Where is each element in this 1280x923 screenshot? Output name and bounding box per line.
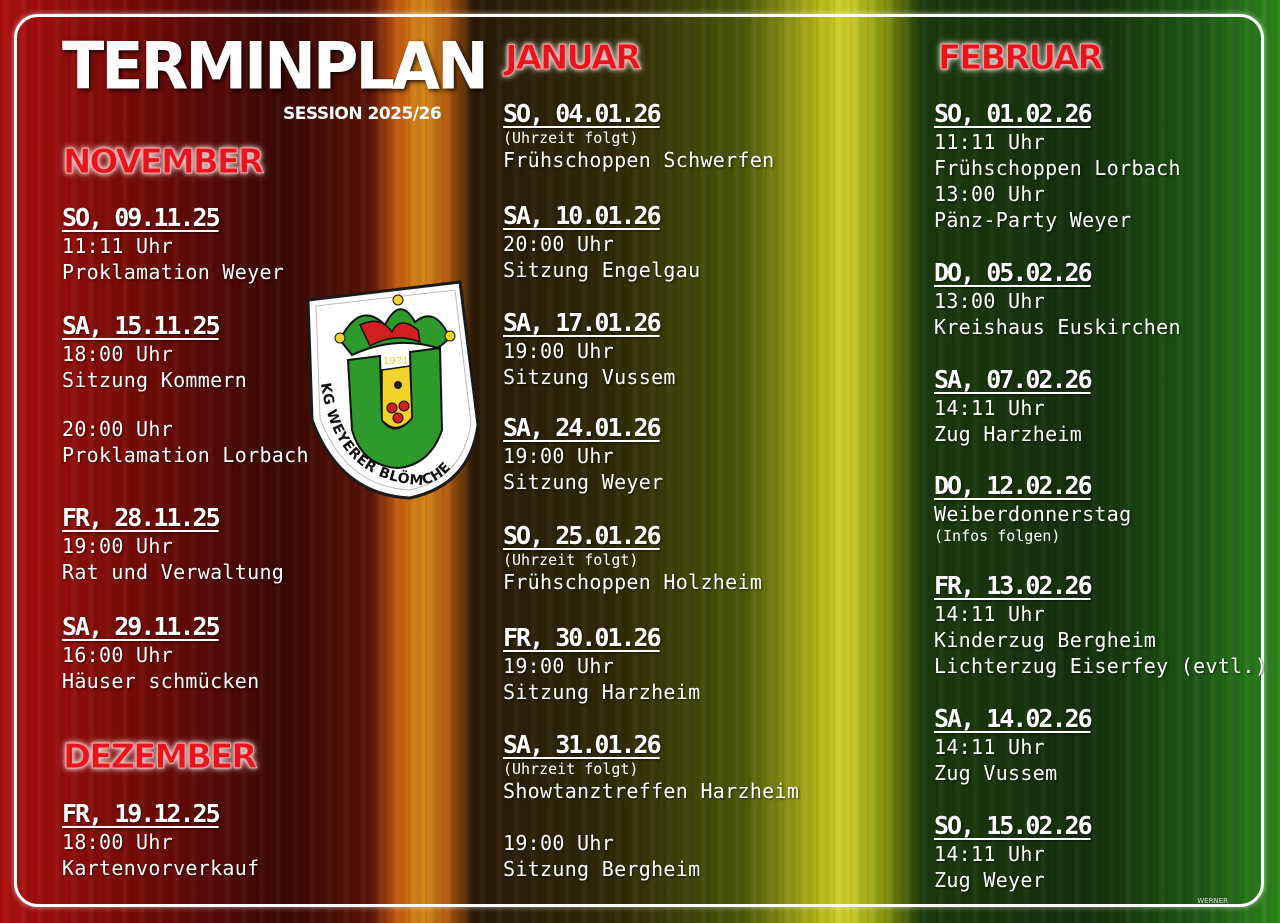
club-crest-logo — [300, 280, 485, 500]
event-line: Proklamation Lorbach — [62, 443, 309, 467]
event-line: 16:00 Uhr — [62, 643, 174, 667]
event-entry — [62, 612, 259, 694]
event-date: SA, 31.01.26 — [503, 730, 660, 759]
event-line: Sitzung Vussem — [503, 365, 676, 389]
event-line: Sitzung Weyer — [503, 470, 664, 494]
event-line: Frühschoppen Lorbach — [934, 156, 1181, 180]
event-entry — [503, 413, 663, 495]
event-line: 14:11 Uhr — [934, 842, 1046, 866]
event-entry — [503, 730, 799, 882]
page-title: TERMINPLAN — [62, 27, 486, 105]
event-note: (Uhrzeit folgt) — [503, 551, 639, 569]
event-entry — [934, 365, 1091, 447]
event-line: Frühschoppen Holzheim — [503, 570, 763, 594]
event-entry — [503, 623, 700, 705]
event-line: Zug Harzheim — [934, 422, 1083, 446]
event-line: Rat und Verwaltung — [62, 560, 285, 584]
session-subtitle: SESSION 2025/26 — [283, 104, 442, 124]
event-line: 20:00 Uhr — [503, 232, 615, 256]
month-heading-februar: FEBRUAR — [938, 38, 1102, 78]
event-line: 14:11 Uhr — [934, 396, 1046, 420]
event-entry — [934, 99, 1181, 233]
event-line: 13:00 Uhr — [934, 182, 1046, 206]
event-entry — [503, 308, 676, 390]
event-entry — [62, 503, 284, 585]
crest-text: KG WEYERER BLÖMCHE — [316, 381, 455, 490]
event-line: Kreishaus Euskirchen — [934, 315, 1181, 339]
event-line: 11:11 Uhr — [62, 234, 174, 258]
event-line: Proklamation Weyer — [62, 260, 285, 284]
event-date: SA, 14.02.26 — [934, 704, 1091, 733]
month-heading-januar: JANUAR — [505, 38, 640, 78]
event-line — [62, 393, 309, 416]
event-entry — [934, 258, 1181, 340]
event-date: SA, 07.02.26 — [934, 365, 1091, 394]
event-date: SO, 04.01.26 — [503, 99, 660, 128]
event-line: 18:00 Uhr — [62, 830, 174, 854]
event-entry — [934, 704, 1091, 786]
event-line: 11:11 Uhr — [934, 130, 1046, 154]
event-date: SA, 17.01.26 — [503, 308, 660, 337]
event-line: Sitzung Bergheim — [503, 857, 701, 881]
event-line: Sitzung Engelgau — [503, 258, 701, 282]
event-entry — [62, 311, 309, 468]
event-line: Sitzung Harzheim — [503, 680, 701, 704]
event-date: SA, 10.01.26 — [503, 201, 660, 230]
month-heading-november: NOVEMBER — [63, 142, 263, 182]
event-entry — [503, 201, 700, 283]
event-line: Zug Weyer — [934, 868, 1046, 892]
event-line: 14:11 Uhr — [934, 602, 1046, 626]
event-line: Häuser schmücken — [62, 669, 260, 693]
event-date: SA, 29.11.25 — [62, 612, 219, 641]
event-line: Zug Vussem — [934, 761, 1058, 785]
event-line: Weiberdonnerstag — [934, 502, 1132, 526]
event-date: FR, 28.11.25 — [62, 503, 219, 532]
event-line: 19:00 Uhr — [62, 534, 174, 558]
event-date: SO, 15.02.26 — [934, 811, 1091, 840]
crest-year: 1971 — [383, 356, 409, 367]
event-line: 19:00 Uhr — [503, 444, 615, 468]
watermark: WERNER — [1197, 897, 1228, 905]
event-entry — [503, 521, 762, 595]
event-line: 13:00 Uhr — [934, 289, 1046, 313]
event-date: DO, 05.02.26 — [934, 258, 1091, 287]
event-note: (Uhrzeit folgt) — [503, 760, 639, 778]
event-entry — [62, 799, 259, 881]
event-date: SA, 15.11.25 — [62, 311, 219, 340]
event-entry — [503, 99, 775, 173]
event-note: (Infos folgen) — [934, 527, 1061, 545]
month-heading-dezember: DEZEMBER — [63, 737, 256, 777]
event-line: Showtanztreffen Harzheim — [503, 779, 800, 803]
event-line: 14:11 Uhr — [934, 735, 1046, 759]
event-note: (Uhrzeit folgt) — [503, 129, 639, 147]
event-line: Kinderzug Bergheim — [934, 628, 1157, 652]
event-line: Frühschoppen Schwerfen — [503, 148, 775, 172]
event-entry — [62, 203, 284, 285]
event-date: SO, 01.02.26 — [934, 99, 1091, 128]
event-entry — [934, 571, 1267, 679]
event-date: SO, 25.01.26 — [503, 521, 660, 550]
event-date: DO, 12.02.26 — [934, 471, 1091, 500]
event-line: 20:00 Uhr — [62, 417, 174, 441]
event-line: 18:00 Uhr — [62, 342, 174, 366]
event-date: SA, 24.01.26 — [503, 413, 660, 442]
event-line — [503, 804, 799, 830]
event-entry — [934, 471, 1131, 545]
event-line: Pänz-Party Weyer — [934, 208, 1132, 232]
event-date: SO, 09.11.25 — [62, 203, 219, 232]
event-line: 19:00 Uhr — [503, 654, 615, 678]
event-date: FR, 13.02.26 — [934, 571, 1091, 600]
event-line: 19:00 Uhr — [503, 339, 615, 363]
event-line: Kartenvorverkauf — [62, 856, 260, 880]
event-line: Lichterzug Eiserfey (evtl.) — [934, 654, 1268, 678]
event-entry — [934, 811, 1091, 893]
event-line: Sitzung Kommern — [62, 368, 248, 392]
event-date: FR, 30.01.26 — [503, 623, 660, 652]
event-date: FR, 19.12.25 — [62, 799, 219, 828]
event-line: 19:00 Uhr — [503, 831, 615, 855]
